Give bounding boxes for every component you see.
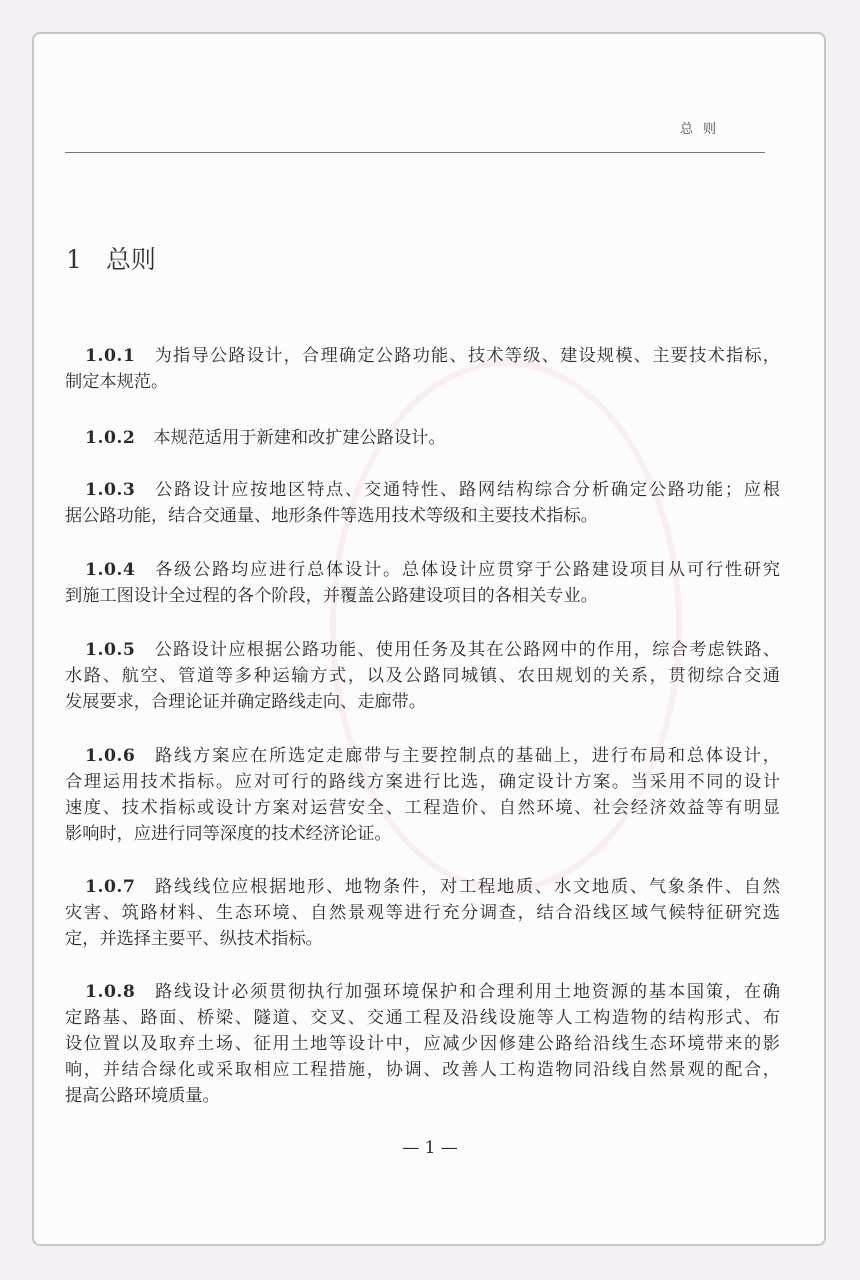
clause-line bbox=[65, 795, 780, 821]
chapter-heading bbox=[66, 240, 156, 276]
clause-text: 发展要求，合理论证并确定路线走向、走廊带。 bbox=[65, 692, 426, 712]
clause-text: 路线设计必须贯彻执行加强环境保护和合理利用土地资源的基本国策，在确 bbox=[153, 982, 780, 1002]
clause-line bbox=[65, 557, 780, 583]
clause-1-0-6 bbox=[65, 743, 780, 847]
clause-1-0-5 bbox=[65, 637, 780, 715]
clause-line bbox=[65, 1031, 780, 1057]
clause-line bbox=[65, 900, 780, 926]
clause-line bbox=[65, 503, 780, 529]
header-rule bbox=[65, 152, 765, 153]
chapter-number: 1 bbox=[66, 245, 82, 274]
clause-text: 设位置以及取弃土场、征用土地等设计中，应减少因修建公路给沿线生态环境带来的影 bbox=[65, 1034, 780, 1054]
clause-number: 1.0.4 bbox=[85, 560, 136, 580]
clause-line bbox=[65, 637, 780, 663]
clause-line bbox=[65, 821, 780, 847]
clause-text: 本规范适用于新建和改扩建公路设计。 bbox=[153, 428, 446, 448]
clause-number: 1.0.3 bbox=[85, 480, 136, 500]
clause-line bbox=[65, 1005, 780, 1031]
clause-text: 水路、航空、管道等多种运输方式，以及公路同城镇、农田规划的关系，贯彻综合交通 bbox=[65, 666, 780, 686]
clause-text: 影响时，应进行同等深度的技术经济论证。 bbox=[65, 824, 392, 844]
clause-text: 响，并结合绿化或采取相应工程措施，协调、改善人工构造物同沿线自然景观的配合， bbox=[65, 1060, 780, 1080]
clause-line bbox=[65, 1083, 780, 1109]
clause-number: 1.0.2 bbox=[85, 428, 136, 448]
clause-number: 1.0.7 bbox=[85, 877, 136, 897]
clause-line bbox=[65, 1057, 780, 1083]
clause-line bbox=[65, 369, 780, 395]
clause-number: 1.0.1 bbox=[85, 346, 136, 366]
clause-text: 为指导公路设计，合理确定公路功能、技术等级、建设规模、主要技术指标， bbox=[153, 346, 780, 366]
clause-line bbox=[65, 743, 780, 769]
clause-1-0-4 bbox=[65, 557, 780, 609]
clause-line bbox=[65, 663, 780, 689]
clause-text: 到施工图设计全过程的各个阶段，并覆盖公路建设项目的各相关专业。 bbox=[65, 586, 598, 606]
chapter-title: 总则 bbox=[105, 245, 156, 274]
clause-text: 合理运用技术指标。应对可行的路线方案进行比选，确定设计方案。当采用不同的设计 bbox=[65, 772, 780, 792]
clause-text: 速度、技术指标或设计方案对运营安全、工程造价、自然环境、社会经济效益等有明显 bbox=[65, 798, 780, 818]
clause-number: 1.0.5 bbox=[85, 640, 136, 660]
clause-1-0-3 bbox=[65, 477, 780, 529]
clause-line bbox=[65, 477, 780, 503]
clause-line bbox=[65, 583, 780, 609]
running-header-title: 总则 bbox=[680, 122, 727, 137]
clause-text: 提高公路环境质量。 bbox=[65, 1086, 220, 1106]
clause-number: 1.0.6 bbox=[85, 746, 136, 766]
clause-line bbox=[65, 926, 780, 952]
clause-line bbox=[65, 769, 780, 795]
clause-text: 定路基、路面、桥梁、隧道、交叉、交通工程及沿线设施等人工构造物的结构形式、布 bbox=[65, 1008, 780, 1028]
clause-number: 1.0.8 bbox=[85, 982, 136, 1002]
clause-text: 灾害、筑路材料、生态环境、自然景观等进行充分调查，结合沿线区域气候特征研究选 bbox=[65, 903, 780, 923]
clause-text: 制定本规范。 bbox=[65, 372, 169, 392]
clause-text: 公路设计应按地区特点、交通特性、路网结构综合分析确定公路功能；应根 bbox=[153, 480, 780, 500]
clause-text: 定，并选择主要平、纵技术指标。 bbox=[65, 929, 323, 949]
clause-1-0-1 bbox=[65, 343, 780, 395]
clause-1-0-2 bbox=[65, 425, 780, 451]
clause-text: 路线线位应根据地形、地物条件，对工程地质、水文地质、气象条件、自然 bbox=[153, 877, 780, 897]
clause-1-0-7 bbox=[65, 874, 780, 952]
clause-line bbox=[65, 979, 780, 1005]
clause-line bbox=[65, 425, 780, 451]
clause-text: 据公路功能，结合交通量、地形条件等选用技术等级和主要技术指标。 bbox=[65, 506, 598, 526]
clause-line bbox=[65, 343, 780, 369]
clause-1-0-8 bbox=[65, 979, 780, 1109]
clause-text: 各级公路均应进行总体设计。总体设计应贯穿于公路建设项目从可行性研究 bbox=[153, 560, 780, 580]
clause-line bbox=[65, 689, 780, 715]
clause-text: 公路设计应根据公路功能、使用任务及其在公路网中的作用，综合考虑铁路、 bbox=[153, 640, 780, 660]
clause-line bbox=[65, 874, 780, 900]
clause-text: 路线方案应在所选定走廊带与主要控制点的基础上，进行布局和总体设计， bbox=[153, 746, 780, 766]
page-number: — 1 — bbox=[402, 1138, 458, 1158]
